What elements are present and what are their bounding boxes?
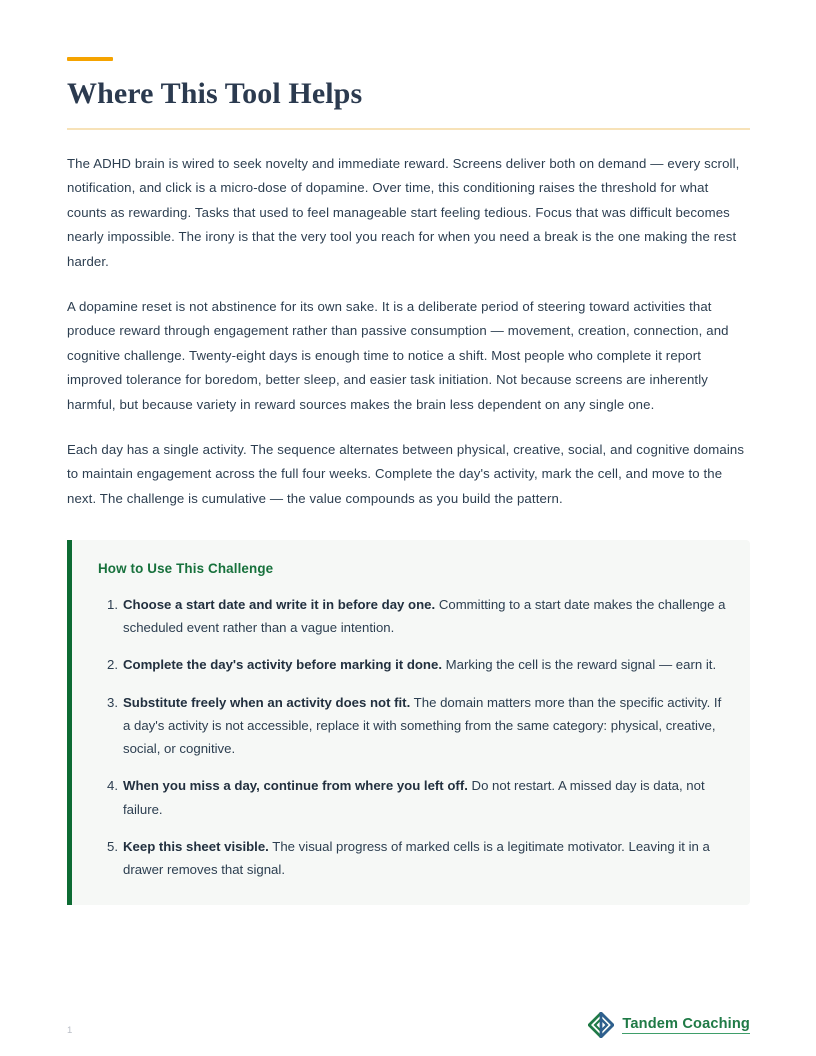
paragraph-2: A dopamine reset is not abstinence for its own sake. It is a deliberate period of steering toward activities that produce reward through engagement rather than passive consumption — movement, creation, connection, and cognitive challenge. Twenty-eight days is enough time to notice a shift. Most people who complete it report improved tolerance for boredom, better sleep, and easier task initiation. Not because screens are inherently harmful, but because variety in reward sources makes the brain less dependent on any single one. xyxy=(67,298,729,412)
body-copy xyxy=(67,152,750,512)
page-title: Where This Tool Helps xyxy=(67,77,363,110)
title-divider-rule xyxy=(67,128,750,130)
list-item-lead: Substitute freely when an activity does not fit. xyxy=(123,694,411,710)
page-content xyxy=(67,0,750,905)
list-item-rest: Committing to a start date makes the challenge a scheduled event rather than a vague intention. xyxy=(123,597,726,636)
list-item xyxy=(98,774,726,820)
list-item xyxy=(98,835,726,881)
title-accent-bar xyxy=(67,57,113,61)
list-item-lead: Choose a start date and write it in before day one. xyxy=(123,597,436,613)
list-item-lead: Complete the day's activity before marking it done. xyxy=(123,657,442,673)
paragraph-3: Each day has a single activity. The sequence alternates between physical, creative, social, and cognitive domains to maintain engagement across the full four weeks. Complete the day's activity, mark the cell, and move to the next. The challenge is cumulative — the value compounds as you build the pattern. xyxy=(67,441,745,506)
list-item xyxy=(98,593,726,639)
list-item-rest: The visual progress of marked cells is a legitimate motivator. Leaving it in a drawer removes that signal. xyxy=(123,838,710,877)
list-item-lead: Keep this sheet visible. xyxy=(123,838,269,854)
list-item-lead: When you miss a day, continue from where you left off. xyxy=(123,778,468,794)
callout-instruction-list xyxy=(98,593,726,881)
list-item xyxy=(98,691,726,761)
page-footer xyxy=(0,986,816,1056)
paragraph-1: The ADHD brain is wired to seek novelty and immediate reward. Screens deliver both on demand — every scroll, notification, and click is a micro-dose of dopamine. Over time, this conditioning raises the threshold for what counts as rewarding. Tasks that used to feel manageable start feeling tedious. Focus that was difficult becomes nearly impossible. The irony is that the very tool you reach for when you need a break is the one making the rest harder. xyxy=(67,155,740,269)
list-item-rest: Do not restart. A missed day is data, not failure. xyxy=(123,778,705,817)
list-item xyxy=(98,653,726,676)
list-item-rest: The domain matters more than the specific activity. If a day's activity is not accessible, replace it with something from the same category: physical, creative, social, or cognitive. xyxy=(123,694,722,757)
page-number: 1 xyxy=(67,1025,73,1036)
brand-name: Tandem Coaching xyxy=(622,1016,750,1035)
brand-logo xyxy=(588,1012,750,1038)
callout-title: How to Use This Challenge xyxy=(98,561,274,577)
list-item-rest: Marking the cell is the reward signal — earn it. xyxy=(441,657,717,673)
tandem-diamond-icon xyxy=(588,1012,614,1038)
how-to-use-callout xyxy=(67,540,750,905)
